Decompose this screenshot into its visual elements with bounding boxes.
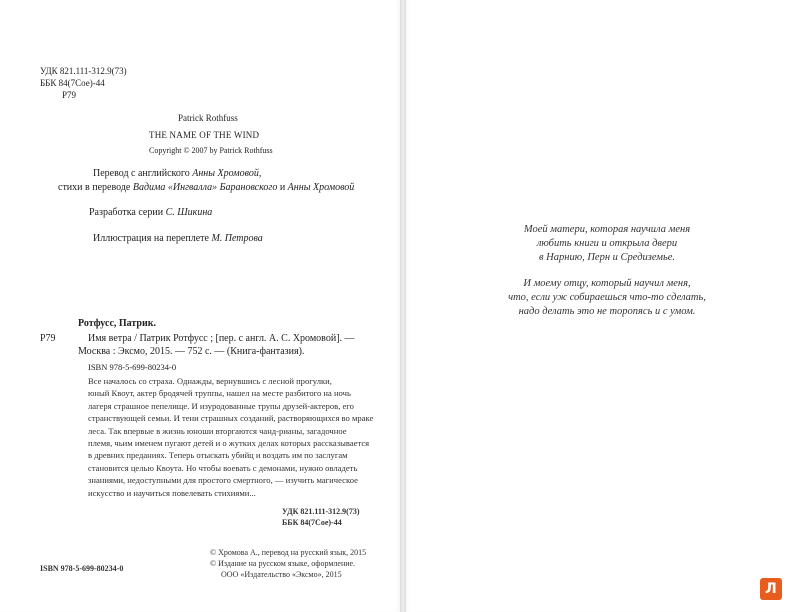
series-design-credit: Разработка серии С. Шикина <box>89 207 213 218</box>
bbk-bottom: ББК 84(7Сое)-44 <box>282 518 342 527</box>
book-gutter <box>400 0 406 612</box>
annotation-line: искусство и научиться повелевать стихиями... <box>88 487 256 498</box>
cover-illustration-credit: Иллюстрация на переплете М. Петрова <box>93 233 263 244</box>
dedication-line: И моему отцу, который научил меня, <box>523 278 691 289</box>
udk-bottom: УДК 821.111-312.9(73) <box>282 507 360 516</box>
annotation-line: странствующей семьи. И тени страшных созданий, растворяющихся во мраке <box>88 413 374 424</box>
translation-credit-line1: Перевод с английского Анны Хромовой, <box>93 168 262 179</box>
dedication <box>462 223 752 319</box>
original-title: THE NAME OF THE WIND <box>149 130 260 140</box>
catalog-line-1: Имя ветра / Патрик Ротфусс ; [пер. с англ. А. С. Хромовой]. — <box>88 333 355 344</box>
catalog-line-2: Москва : Эксмо, 2015. — 752 с. — (Книга-фантазия). <box>78 346 305 357</box>
annotation-line: лагеря страшное пепелище. И изуродованные трупы друзей-актеров, его <box>88 400 354 411</box>
dedication-line: любить книги и открыла двери <box>536 238 678 249</box>
annotation-line: в древних преданиях. Теперь отыскать убийц и воздать им по заслугам <box>88 450 348 461</box>
copyright-line: © Хромова А., перевод на русский язык, 2015 <box>210 548 367 557</box>
dedication-to-father <box>462 277 752 319</box>
annotation-line: становится целью Квоута. Но чтобы воевать с демонами, нужно овладеть <box>88 462 358 473</box>
annotation-line: леса. Так впервые в жизнь юноши вторгаются чанд-рианы, загадочное <box>88 425 347 436</box>
dedication-line: Моей матери, которая научила меня <box>523 224 691 235</box>
catalog-author-mark: Р79 <box>40 333 56 344</box>
udk-top: УДК 821.111-312.9(73) <box>40 66 127 76</box>
author-mark-top: Р79 <box>62 90 77 100</box>
catalog-heading: Ротфусс, Патрик. <box>78 318 157 329</box>
copyright-line: © Издание на русском языке, оформление. <box>210 559 356 568</box>
copyright-line: ООО «Издательство «Эксмо», 2015 <box>221 570 342 579</box>
litres-logo-icon: Л <box>760 578 782 600</box>
isbn-bottom: ISBN 978-5-699-80234-0 <box>40 564 124 573</box>
original-copyright: Copyright © 2007 by Patrick Rothfuss <box>149 146 273 155</box>
dedication-line: надо делать это не торопясь и с умом. <box>518 306 696 317</box>
bbk-top: ББК 84(7Сое)-44 <box>40 78 105 88</box>
catalog-isbn: ISBN 978-5-699-80234-0 <box>88 362 177 372</box>
dedication-line: в Нарнию, Перн и Средиземье. <box>538 252 676 263</box>
translation-credit-line2: стихи в переводе Вадима «Ингвалла» Барановского и Анны Хромовой <box>58 182 355 193</box>
annotation-line: знаниями, недоступными для простого смертного, — изучить магическое <box>88 475 358 486</box>
annotation-line: юный Квоут, актер бродячей труппы, нашел на месте разбитого на ночь <box>88 388 351 399</box>
annotation-line: Все началось со страха. Однажды, вернувшись с лесной прогулки, <box>88 376 332 386</box>
book-annotation <box>88 375 380 499</box>
original-author: Patrick Rothfuss <box>178 113 238 123</box>
dedication-to-mother <box>462 223 752 265</box>
dedication-line: что, если уж собираешься что-то сделать, <box>508 292 706 303</box>
annotation-line: племя, чьим именем пугают детей и о жутких делах которых рассказывается <box>88 438 370 449</box>
